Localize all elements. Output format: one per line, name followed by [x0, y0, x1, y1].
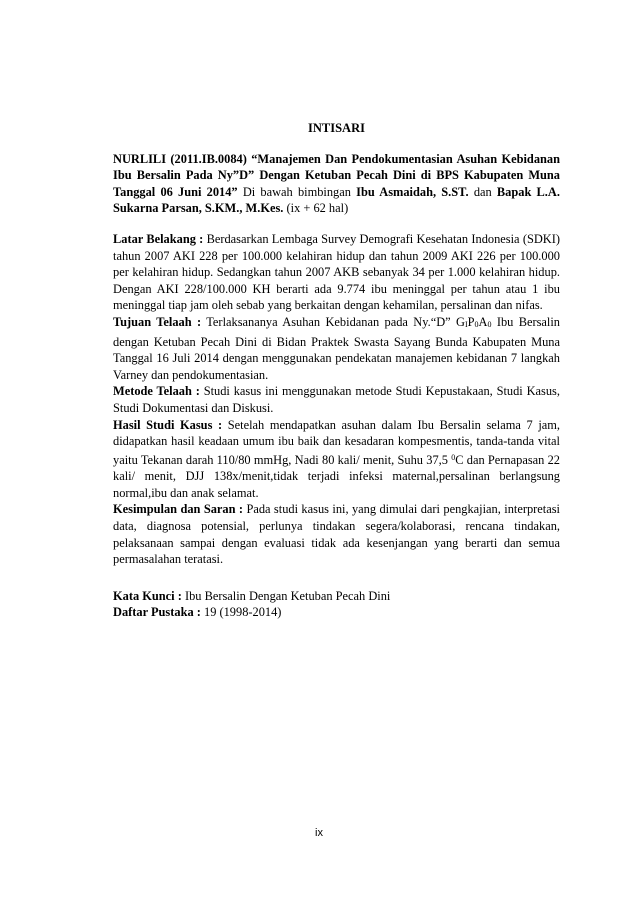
section-label: Latar Belakang : — [113, 231, 204, 246]
text-part: Ibu Bersalin dengan Ketuban Pecah Dini di Bidan Praktek Swasta Sayang Bunda Kabupaten Muna Tanggal 16 Juli 2014 dengan menggunakan pendekatan manajemen kebidanan 7 langkah Varney dan pendokumentasian. — [113, 314, 561, 382]
text-part: Setelah mendapatkan asuhan dalam Ibu Bersalin selama 7 jam, didapatkan hasil keadaan umum ibu baik dan kesadaran kompesmentis, tanda-tanda vital yaitu Tekanan darah 110/80 mmHg, Nadi 80 kali/ menit, Suhu 37,5 — [113, 417, 560, 467]
subscript: 0 — [474, 319, 479, 329]
supervision-text: Di bawah bimbingan — [242, 184, 351, 199]
page-title: INTISARI — [308, 121, 365, 135]
keywords-text: Ibu Bersalin Dengan Ketuban Pecah Dini — [184, 588, 391, 603]
section-tujuan-telaah — [113, 314, 560, 383]
text-part: P — [467, 314, 475, 329]
abstract-header — [113, 151, 560, 217]
page-number: ix — [315, 827, 323, 839]
section-text: Pada studi kasus ini, yang dimulai dari pengkajian, interpretasi data, diagnosa potensial, perlunya tindakan segera/kolaborasi, rencana tindakan, pelaksanaan sampai dengan evaluasi tidak ada kesenjangan yang berarti dan semua permasalahan teratasi. — [113, 502, 560, 567]
bibliography-text: 19 (1998-2014) — [204, 605, 282, 620]
pages-note: (ix + 62 hal) — [286, 201, 349, 216]
section-label: Kesimpulan dan Saran : — [113, 502, 244, 517]
student-id: (2011.IB.0084) — [170, 151, 247, 166]
section-label: Hasil Studi Kasus : — [113, 417, 223, 432]
text-part: C dan Pernapasan 22 kali/ menit, DJJ 138x/menit,tidak terjadi infeksi maternal,persalinan berlangsung normal,ibu dan anak selamat. — [113, 452, 560, 500]
abstract-body — [113, 120, 560, 621]
bibliography-label: Daftar Pustaka : — [113, 605, 201, 620]
subscript: 0 — [487, 319, 492, 329]
section-kesimpulan-saran — [113, 501, 560, 567]
and-text: dan — [473, 184, 492, 199]
section-metode-telaah — [113, 383, 560, 416]
section-label: Metode Telaah : — [113, 384, 200, 399]
section-hasil-studi-kasus — [113, 417, 560, 502]
section-text: Berdasarkan Lembaga Survey Demografi Kesehatan Indonesia (SDKI) tahun 2007 AKI 228 per 100.000 kelahiran hidup dan tahun 2009 AKI 226 per 100.000 per kelahiran hidup. Sedangkan tahun 2007 AKB sebanyak 34 per 1.000 kelahiran hidup. Dengan AKI 228/100.000 KH berarti ada 9.774 ibu meninggal per tahun atau 1 ibu meninggal tiap jam oleh sebab yang berkaitan dengan kehamilan, persalinan dan nifas. — [113, 231, 560, 313]
text-part: A — [478, 314, 488, 329]
author-name: NURLILI — [113, 151, 167, 166]
section-text: Studi kasus ini menggunakan metode Studi Kepustakaan, Studi Kasus, Studi Dokumentasi dan Diskusi. — [113, 384, 560, 415]
supervisor-1: Ibu Asmaidah, S.ST. — [356, 184, 469, 199]
text-part: Terlaksananya Asuhan Kebidanan pada Ny.“D” G — [206, 314, 465, 329]
section-label: Tujuan Telaah : — [113, 314, 202, 329]
keywords — [113, 588, 560, 605]
subscript: I — [464, 319, 468, 329]
keywords-label: Kata Kunci : — [113, 588, 182, 603]
section-latar-belakang — [113, 231, 560, 314]
superscript: 0 — [451, 452, 456, 462]
thesis-title: “Manajemen Dan Pendokumentasian Asuhan Kebidanan Ibu Bersalin Pada Ny”D” Dengan Ketuban Pecah Dini di BPS Kabupaten Muna Tanggal 06 Juni 2014” — [113, 151, 560, 199]
supervisor-2: Bapak L.A. Sukarna Parsan, S.KM., M.Kes. — [113, 184, 560, 216]
bibliography — [113, 604, 560, 621]
